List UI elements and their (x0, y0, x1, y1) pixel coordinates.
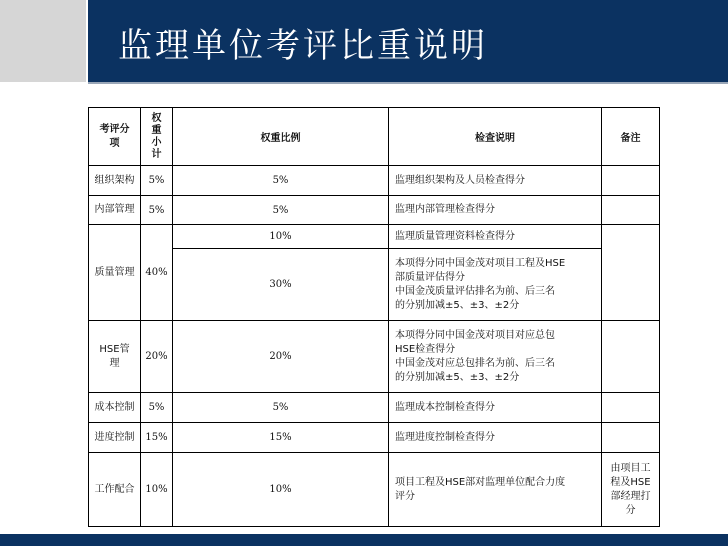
header-ratio: 权重比例 (173, 108, 389, 166)
corner-block (0, 0, 86, 82)
row-ratio: 10% (173, 453, 389, 527)
row-description: 监理质量管理资料检查得分 (389, 225, 602, 249)
header-note: 备注 (602, 108, 660, 166)
row-description: 监理进度控制检查得分 (389, 423, 602, 453)
row-subtotal: 40% (141, 225, 173, 321)
table-row (89, 166, 660, 196)
row-item: HSE管理 (89, 321, 141, 393)
row-item: 质量管理 (89, 225, 141, 321)
evaluation-table (88, 107, 660, 527)
table-row (89, 196, 660, 225)
row-note (602, 321, 660, 393)
row-subtotal: 20% (141, 321, 173, 393)
header-subtotal: 权重小计 (141, 108, 173, 166)
row-description: 监理组织架构及人员检查得分 (389, 166, 602, 196)
row-ratio: 15% (173, 423, 389, 453)
row-ratio: 20% (173, 321, 389, 393)
row-item: 内部管理 (89, 196, 141, 225)
row-description: 本项得分同中国金茂对项目工程及HSE 部质量评估得分 中国金茂质量评估排名为前、后三名 的分别加减±5、±3、±2分 (389, 249, 602, 321)
row-ratio: 5% (173, 393, 389, 423)
row-note: 由项目工程及HSE部经理打分 (602, 453, 660, 527)
table-row (89, 393, 660, 423)
table-row (89, 225, 660, 249)
row-ratio: 5% (173, 196, 389, 225)
row-ratio: 5% (173, 166, 389, 196)
row-ratio: 10% (173, 225, 389, 249)
table-row (89, 249, 660, 321)
row-description: 监理内部管理检查得分 (389, 196, 602, 225)
row-ratio: 30% (173, 249, 389, 321)
slide-title: 监理单位考评比重说明 (118, 26, 488, 66)
row-note (602, 196, 660, 225)
row-item: 进度控制 (89, 423, 141, 453)
bottom-bar (0, 534, 728, 546)
header-row (89, 108, 660, 166)
row-note (602, 423, 660, 453)
row-description: 本项得分同中国金茂对项目对应总包 HSE检查得分 中国金茂对应总包排名为前、后三名 的分别加减±5、±3、±2分 (389, 321, 602, 393)
header-description: 检查说明 (389, 108, 602, 166)
row-description: 项目工程及HSE部对监理单位配合力度 评分 (389, 453, 602, 527)
row-item: 成本控制 (89, 393, 141, 423)
row-subtotal: 5% (141, 393, 173, 423)
row-subtotal: 10% (141, 453, 173, 527)
row-subtotal: 15% (141, 423, 173, 453)
row-description: 监理成本控制检查得分 (389, 393, 602, 423)
title-underline (88, 82, 728, 84)
table-row (89, 453, 660, 527)
row-subtotal: 5% (141, 166, 173, 196)
title-bar (88, 0, 728, 82)
row-item: 工作配合 (89, 453, 141, 527)
header-item: 考评分项 (89, 108, 141, 166)
row-note (602, 225, 660, 321)
table-row (89, 423, 660, 453)
row-note (602, 393, 660, 423)
row-note (602, 166, 660, 196)
row-item: 组织架构 (89, 166, 141, 196)
table-row (89, 321, 660, 393)
row-subtotal: 5% (141, 196, 173, 225)
